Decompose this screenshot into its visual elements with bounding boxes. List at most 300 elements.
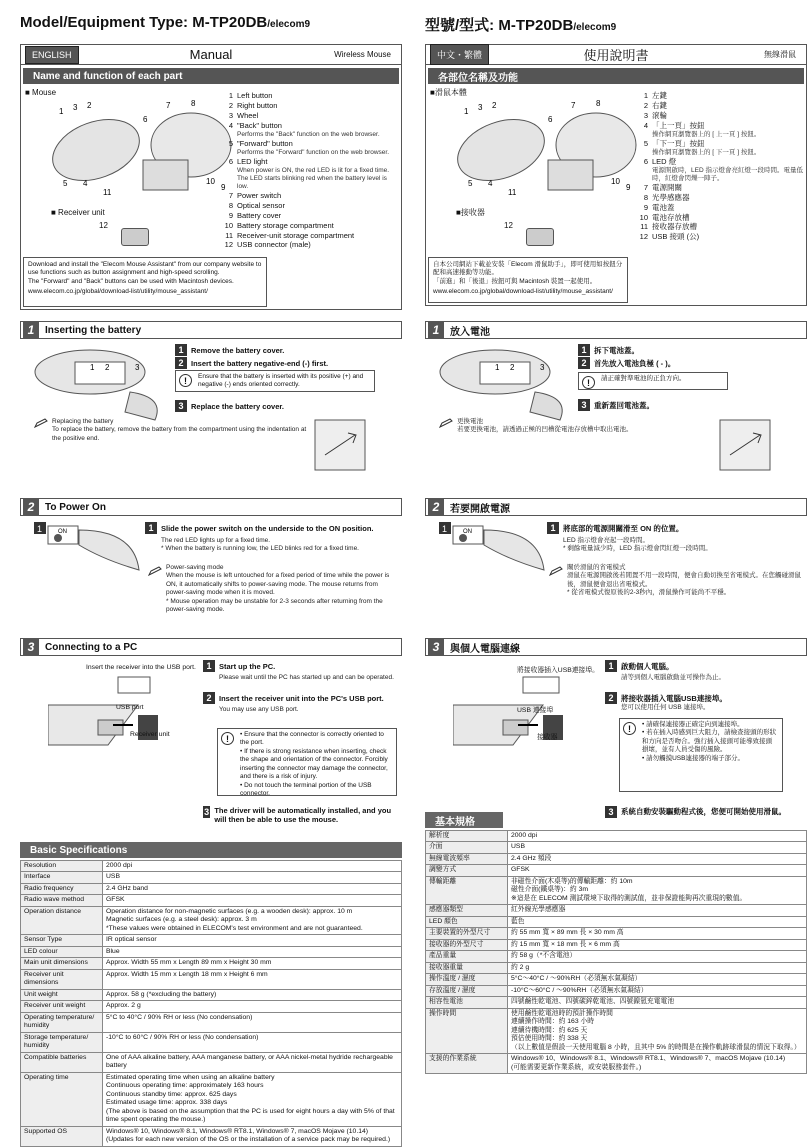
svg-text:4: 4 xyxy=(83,179,88,188)
spec-key: Storage temperature/ humidity xyxy=(21,1032,103,1052)
step-text: 拆下電池蓋。 xyxy=(594,345,639,355)
svg-text:2: 2 xyxy=(87,101,92,110)
part-number: 11 xyxy=(225,230,233,240)
pencil-icon xyxy=(34,418,48,428)
power-switch-illustration xyxy=(34,520,144,580)
spec-title: Basic Specifications xyxy=(20,842,402,858)
spec-row xyxy=(426,997,807,1008)
spec-row xyxy=(21,1012,402,1032)
power-saving-note xyxy=(166,564,398,615)
note-text: 若要更換電池，請透過正極的凹槽從電池存放槽中取出電池。 xyxy=(457,426,633,434)
caution-text: Ensure that the connector is correctly oriented to the port. xyxy=(240,731,384,747)
part-label: 光學感應器 xyxy=(652,192,690,202)
note-title: Replacing the battery xyxy=(52,418,114,425)
part-number: 11 xyxy=(640,222,648,232)
spec-key: Radio wave method xyxy=(21,895,103,906)
part-number: 9 xyxy=(228,210,233,220)
svg-text:8: 8 xyxy=(191,100,196,108)
spec-key: Resolution xyxy=(21,861,103,872)
section-name-function: Name and function of each part xyxy=(23,68,399,84)
pencil-icon xyxy=(549,566,563,576)
spec-key: 無線電波頻率 xyxy=(426,853,508,864)
pencil-icon xyxy=(439,418,453,428)
language-badge: ENGLISH xyxy=(25,46,79,64)
step-1-b xyxy=(175,357,328,369)
spec-value: One of AAA alkaline battery, AAA manganese battery, or AAA nickel-metal hydride rechargeable battery xyxy=(103,1052,402,1072)
model-title: Model/Equipment Type: M-TP20DB/elecom9 xyxy=(20,14,311,31)
caution-item: • 請確保連接器正確定向到連接埠。 xyxy=(642,721,744,728)
step-3-a xyxy=(203,660,275,672)
battery-orientation-caution xyxy=(578,372,728,390)
svg-text:1: 1 xyxy=(90,363,95,372)
spec-row xyxy=(21,969,402,989)
part-label: 「下一頁」按鈕 xyxy=(652,138,705,148)
spec-value: Approx. 2 g xyxy=(103,1001,402,1012)
step-1-b xyxy=(578,357,675,369)
part-item xyxy=(636,91,804,101)
step-text: Insert the battery negative-end (-) first. xyxy=(191,358,329,368)
parts-panel xyxy=(425,44,807,306)
spec-key: Compatible batteries xyxy=(21,1052,103,1072)
spec-key: Operating temperature/ humidity xyxy=(21,1012,103,1032)
caution-item: • Ensure that the connector is correctly oriented to the port. xyxy=(240,731,384,747)
step-3-c xyxy=(605,806,801,818)
step-2-header xyxy=(20,498,402,516)
insert-receiver-label: Insert the receiver into the USB port. xyxy=(86,664,196,671)
replacing-battery-note xyxy=(457,418,713,435)
spec-value: 約 58 g（*不含電池） xyxy=(508,951,807,962)
note-text: * Mouse operation may be unstable for 2-3 seconds after returning from the power-saving mode. xyxy=(166,597,383,614)
product-name: Wireless Mouse xyxy=(334,50,391,59)
part-description: 操作網頁瀏覽器上的 [ 上一頁 ] 按鈕。 xyxy=(652,130,761,138)
part-item xyxy=(221,139,397,157)
spec-value: 非磁性介面(木桌等)的傳輸距離：約 10m 磁性介面(鐵桌等)：約 3m ※這是在 ELECOM 測試環境下取得的測試值，並非保證能夠再次重現的數值。 xyxy=(508,876,807,904)
svg-text:9: 9 xyxy=(626,183,631,192)
spec-key: Main unit dimensions xyxy=(21,958,103,969)
step-number: 1 xyxy=(23,322,39,338)
step-text: Remove the battery cover. xyxy=(191,345,285,355)
part-label: Battery cover xyxy=(237,210,282,220)
spec-value: 5°C to 40°C / 90% RH or less (No condensation) xyxy=(103,1012,402,1032)
spec-row xyxy=(426,928,807,939)
part-number: 3 xyxy=(643,110,648,120)
download-note xyxy=(23,257,267,307)
svg-text:1: 1 xyxy=(495,363,500,372)
part-label: Left button xyxy=(237,91,273,100)
note-text: The red LED lights up for a fixed time. xyxy=(161,537,271,544)
part-number: 4 xyxy=(643,120,648,130)
part-item xyxy=(221,191,397,201)
part-description: When power is ON, the red LED is lit for a fixed time. The LED starts blinking red when the battery level is low. xyxy=(237,166,390,190)
manual-title: 使用說明書 xyxy=(583,48,649,63)
step-3-header xyxy=(20,638,402,656)
part-label: Right button xyxy=(237,100,278,110)
part-item xyxy=(636,222,804,232)
note-text: LED 指示燈會亮起一段時間。 xyxy=(563,537,649,544)
step-text: Slide the power switch on the underside to the ON position. xyxy=(161,523,374,533)
parts-list xyxy=(221,91,397,250)
mouse-parts-illustration xyxy=(446,100,646,200)
svg-text:7: 7 xyxy=(571,101,576,110)
spec-key: 主要裝置的外型尺寸 xyxy=(426,928,508,939)
battery-removal-illustration xyxy=(715,415,775,475)
caution-item: • 若在插入時感到巨大阻力，請檢查接頭的形狀和方向是否吻合。強行插入接頭可能導致接頭損壞，並有人員受傷的風險。 xyxy=(642,729,777,754)
spec-key: 調變方式 xyxy=(426,865,508,876)
mouse-label: ■ Mouse xyxy=(25,88,57,97)
receiver-callout: 12 xyxy=(99,221,108,230)
note-text: To replace the battery, remove the battery from the compartment using the indentation at the positive end. xyxy=(52,426,307,442)
part-item xyxy=(221,211,397,221)
part-number: 8 xyxy=(643,192,648,202)
receiver-unit-label: 接收器 xyxy=(537,734,558,741)
spec-value: 四號鹼性乾電池、四號碳鋅乾電池、四號鎳氫充電電池 xyxy=(508,997,807,1008)
spec-key: 操作溫度 / 濕度 xyxy=(426,974,508,985)
caution-icon: ! xyxy=(179,374,192,387)
caution-item: • If there is strong resistance when inserting, check the shape and orientation of the connector. Forcibly inserting the connector may damage the connector, and there is a risk of injury. xyxy=(240,747,388,781)
svg-text:2: 2 xyxy=(510,363,515,372)
spec-row xyxy=(21,883,402,894)
spec-value: Blue xyxy=(103,946,402,957)
part-number: 1 xyxy=(643,91,648,100)
part-item xyxy=(636,232,804,242)
step-icon: 1 xyxy=(605,660,617,672)
spec-value: 5°C～40°C / ～90%RH（必須無水氣凝結） xyxy=(508,974,807,985)
note-text: * When the battery is running low, the LED blinks red for a fixed time. xyxy=(161,545,359,553)
spec-value: Approx. 58 g (*excluding the battery) xyxy=(103,989,402,1000)
part-description: Performs the "Forward" function on the web browser. xyxy=(237,148,390,156)
step-text: 將底部的電源開關滑至 ON 的位置。 xyxy=(563,523,684,533)
step-text: 首先放入電池負極 ( - )。 xyxy=(594,358,676,368)
note-text: * 從省電模式復原後的2-3秒內，滑鼠操作可能尚不平穩。 xyxy=(567,589,731,597)
part-item xyxy=(636,157,804,183)
part-number: 10 xyxy=(224,220,233,230)
spec-key: 介面 xyxy=(426,842,508,853)
spec-row xyxy=(21,906,402,934)
spec-row xyxy=(21,1126,402,1146)
spec-key: 操作時間 xyxy=(426,1008,508,1053)
part-number: 1 xyxy=(228,91,233,100)
svg-text:1: 1 xyxy=(59,107,64,116)
spec-row xyxy=(21,872,402,883)
step-text: Replace the battery cover. xyxy=(191,401,284,411)
note-text: 滑鼠在電源開啟後若閒置不用一段時間，便會自動切換至省電模式。在您觸碰滑鼠後，滑鼠便會退出省電模式。 xyxy=(567,572,801,588)
svg-text:10: 10 xyxy=(611,177,620,186)
spec-row xyxy=(21,1072,402,1126)
part-item xyxy=(221,240,397,250)
part-label: 接收器存放槽 xyxy=(652,222,697,232)
part-label: 滾輪 xyxy=(652,110,667,120)
spec-key: 存放溫度 / 濕度 xyxy=(426,985,508,996)
part-label: "Forward" button xyxy=(237,138,293,148)
step-text: 啟動個人電腦。 xyxy=(621,661,674,671)
power-saving-note xyxy=(567,564,803,598)
part-number: 4 xyxy=(228,120,233,130)
caution-text: If there is strong resistance when inserting, check the shape and orientation of the connector. Forcibly inserting the connector may damage the connector, and there is a risk of injury. xyxy=(240,747,388,781)
mouse-parts-illustration xyxy=(41,100,241,200)
part-item xyxy=(636,101,804,111)
part-item xyxy=(636,203,804,213)
spec-row xyxy=(426,951,807,962)
part-item xyxy=(636,139,804,157)
mouse-label: ■滑鼠本體 xyxy=(430,88,467,97)
caution-text: 若在插入時感到巨大阻力，請檢查接頭的形狀和方向是否吻合。強行插入接頭可能導致接頭損壞，並有人員受傷的風險。 xyxy=(642,729,777,754)
svg-text:3: 3 xyxy=(73,103,78,112)
svg-text:5: 5 xyxy=(63,179,68,188)
step-number: 2 xyxy=(23,499,39,515)
part-label: LED light xyxy=(237,156,268,166)
part-number: 7 xyxy=(228,190,233,200)
part-item xyxy=(221,231,397,241)
download-url: www.elecom.co.jp/global/download-list/utility/mouse_assistant/ xyxy=(433,288,613,296)
part-label: 「上一頁」按鈕 xyxy=(652,120,705,130)
step-icon: 2 xyxy=(203,692,215,704)
part-label: USB connector (male) xyxy=(237,240,311,250)
part-label: LED 燈 xyxy=(652,156,677,166)
svg-text:10: 10 xyxy=(206,177,215,186)
svg-text:3: 3 xyxy=(540,363,545,372)
step-icon: 3 xyxy=(605,806,617,818)
step-3-b xyxy=(605,692,727,704)
caution-text: 請勿觸摸USB連接器的端子部分。 xyxy=(646,754,744,762)
parts-panel xyxy=(20,44,402,310)
part-item xyxy=(221,101,397,111)
spec-value: 2.4 GHz band xyxy=(103,883,402,894)
part-item xyxy=(636,193,804,203)
spec-value: GFSK xyxy=(103,895,402,906)
step-1-a xyxy=(578,344,639,356)
power-switch-illustration xyxy=(439,520,549,580)
spec-key: Operating time xyxy=(21,1072,103,1126)
spec-value: USB xyxy=(103,872,402,883)
spec-value: 2.4 GHz 頻段 xyxy=(508,853,807,864)
step-1-c xyxy=(578,399,654,411)
part-item xyxy=(221,221,397,231)
spec-row xyxy=(21,861,402,872)
svg-text:11: 11 xyxy=(508,188,517,197)
step-text: The driver will be automatically installed, and you will then be able to use the mouse. xyxy=(214,806,392,824)
step-icon: 1 xyxy=(145,522,157,534)
caution-icon: ! xyxy=(623,722,636,735)
spec-row xyxy=(426,916,807,927)
caution-text: 請確保連接器正確定向到連接埠。 xyxy=(646,721,744,728)
language-badge: 中文・繁體 xyxy=(430,44,489,65)
manual-title: Manual xyxy=(189,47,233,62)
note-title: Power-saving mode xyxy=(166,564,224,571)
step-title: 與個人電腦連線 xyxy=(450,643,520,655)
caution-item: • 請勿觸摸USB連接器的端子部分。 xyxy=(642,754,744,762)
battery-illustration xyxy=(30,342,170,422)
spec-row xyxy=(426,985,807,996)
model-title: 型號/型式: M-TP20DB/elecom9 xyxy=(425,17,617,34)
step-number: 2 xyxy=(428,499,444,515)
spec-value: 約 15 mm 寬 × 18 mm 長 × 6 mm 高 xyxy=(508,939,807,950)
step-number: 1 xyxy=(428,322,444,338)
usb-port-note: 您可以使用任何 USB 連接埠。 xyxy=(621,704,710,711)
part-number: 2 xyxy=(228,100,233,110)
spec-value: Approx. Width 15 mm x Length 18 mm x Height 6 mm xyxy=(103,969,402,989)
step-3-b xyxy=(203,692,384,704)
part-number: 2 xyxy=(643,100,648,110)
spec-value: Operation distance for non-magnetic surfaces (e.g. a wooden desk): approx. 10 m Magnetic surfaces (e.g. a steel desk): approx. 3 m *These values were obtained in ELECOM's test environment and are not guaranteed. xyxy=(103,906,402,934)
part-item xyxy=(221,201,397,211)
pencil-icon xyxy=(148,566,162,576)
note-text: When the mouse is left untouched for a fixed period of time while the power is ON, it automatically shifts to power-saving mode. The mouse returns from power-saving mode when it is moved. xyxy=(166,572,390,597)
spec-value: Estimated operating time when using an alkaline battery Continuous operating time: approximately 163 hours Continuous standby time: approx. 625 days Estimated usage time: approx. 338 days (The above is based on the assumption that the PC is used for eight hours a day with 5% of that time spent operating the mouse.) xyxy=(103,1072,402,1126)
part-item xyxy=(636,121,804,139)
part-item xyxy=(221,157,397,191)
svg-text:9: 9 xyxy=(221,183,226,192)
step-2-a xyxy=(145,522,374,534)
part-description: 電源開啟時，LED 指示燈會亮紅燈一段時間。電量低時，紅燈會閃爍一陣子。 xyxy=(652,166,803,182)
spec-key: Interface xyxy=(21,872,103,883)
spec-key: Unit weight xyxy=(21,989,103,1000)
part-label: 左鍵 xyxy=(652,91,667,100)
spec-row xyxy=(21,1001,402,1012)
spec-key: 感應器類型 xyxy=(426,905,508,916)
spec-value: -10°C～60°C / ～90%RH（必須無水氣凝結） xyxy=(508,985,807,996)
receiver-callout: 12 xyxy=(504,221,513,230)
step-text: 重新蓋回電池蓋。 xyxy=(594,400,654,410)
spec-row xyxy=(21,1032,402,1052)
receiver-label: ■ Receiver unit xyxy=(51,208,105,217)
part-number: 12 xyxy=(224,240,233,250)
part-label: Power switch xyxy=(237,190,282,200)
battery-orientation-caution xyxy=(175,370,375,392)
part-label: "Back" button xyxy=(237,120,282,130)
caution-text: Do not touch the terminal portion of the USB connector. xyxy=(240,781,372,798)
step-3-c xyxy=(203,806,399,824)
part-label: USB 接頭 (公) xyxy=(652,232,700,242)
spec-key: Receiver unit dimensions xyxy=(21,969,103,989)
replacing-battery-note xyxy=(52,418,308,443)
spec-value: 2000 dpi xyxy=(508,831,807,842)
download-note xyxy=(428,257,628,303)
part-number: 5 xyxy=(228,138,233,148)
section-name-function: 各部位名稱及功能 xyxy=(428,68,804,84)
part-number: 7 xyxy=(643,182,648,192)
caution-icon: ! xyxy=(582,376,595,389)
svg-text:3: 3 xyxy=(135,363,140,372)
step-3-a xyxy=(605,660,674,672)
spec-key: LED colour xyxy=(21,946,103,957)
spec-row xyxy=(426,842,807,853)
spec-row xyxy=(426,1054,807,1074)
note-title: 更換電池 xyxy=(457,418,483,425)
step-text: 系統自動安裝驅動程式後，您便可開始使用滑鼠。 xyxy=(621,807,786,816)
part-item xyxy=(636,183,804,193)
caution-text: 請正確對準電池的正負方向。 xyxy=(601,375,686,382)
step-title: 若要開啟電源 xyxy=(450,503,510,515)
receiver-label: ■接收器 xyxy=(456,208,485,217)
step-1-a xyxy=(175,344,284,356)
step-icon: 3 xyxy=(578,399,590,411)
step-1-header xyxy=(425,321,807,339)
spec-key: Operation distance xyxy=(21,906,103,934)
note-text: * 剩餘電量減少時，LED 指示燈會閃紅燈一段時間。 xyxy=(563,545,712,553)
spec-row xyxy=(426,974,807,985)
spec-value: IR optical sensor xyxy=(103,935,402,946)
spec-key: 支援的作業系統 xyxy=(426,1054,508,1074)
spec-key: LED 顏色 xyxy=(426,916,508,927)
step-icon: 2 xyxy=(605,692,617,704)
svg-text:1: 1 xyxy=(37,524,43,534)
spec-value: 紅外線光學感應器 xyxy=(508,905,807,916)
receiver-unit-label: Receiver unit xyxy=(130,731,170,738)
usb-caution xyxy=(619,718,783,792)
svg-text:1: 1 xyxy=(464,107,469,116)
part-number: 6 xyxy=(643,156,648,166)
spec-key: 解析度 xyxy=(426,831,508,842)
download-text: Download and install the "Elecom Mouse Assistant" from our company website to use functions such as button assignment and high-speed scrolling. The "Forward" and "Back" buttons can be used with Macintosh devices. xyxy=(28,261,262,285)
part-label: Wheel xyxy=(237,110,259,120)
usb-connection-illustration xyxy=(48,675,198,755)
download-url: www.elecom.co.jp/global/download-list/utility/mouse_assistant/ xyxy=(28,288,208,296)
download-text: 自本公司網站下載並安裝「Elecom 滑鼠助手」，即可使用如按鈕分配和高速捲動等功能。 「前進」和「後退」按鈕可與 Macintosh 裝置一起使用。 xyxy=(433,261,623,285)
battery-removal-illustration xyxy=(310,415,370,475)
caution-item: • Do not touch the terminal portion of the USB connector. xyxy=(240,781,372,798)
part-item xyxy=(221,91,397,101)
usb-caution xyxy=(217,728,397,796)
step-number: 3 xyxy=(428,639,444,655)
svg-text:4: 4 xyxy=(488,179,493,188)
caution-icon: ! xyxy=(221,732,234,745)
startup-note: 請等到個人電腦啟動並可操作為止。 xyxy=(621,674,725,681)
part-label: 電源開關 xyxy=(652,182,682,192)
spec-key: Radio frequency xyxy=(21,883,103,894)
spec-row xyxy=(426,905,807,916)
step-icon: 1 xyxy=(547,522,559,534)
part-number: 9 xyxy=(643,202,648,212)
spec-value: 約 2 g xyxy=(508,962,807,973)
svg-text:ON: ON xyxy=(58,529,67,535)
part-number: 5 xyxy=(643,138,648,148)
part-item xyxy=(221,121,397,139)
spec-row xyxy=(426,962,807,973)
part-item xyxy=(636,111,804,121)
spec-value: 2000 dpi xyxy=(103,861,402,872)
svg-text:7: 7 xyxy=(166,101,171,110)
spec-key: Sensor Type xyxy=(21,935,103,946)
part-label: 電池蓋 xyxy=(652,202,675,212)
part-number: 6 xyxy=(228,156,233,166)
spec-value: 藍色 xyxy=(508,916,807,927)
product-name: 無線滑鼠 xyxy=(764,50,796,59)
step-3-header xyxy=(425,638,807,656)
spec-key: Receiver unit weight xyxy=(21,1001,103,1012)
part-label: Optical sensor xyxy=(237,200,285,210)
part-item xyxy=(636,213,804,223)
parts-list xyxy=(636,91,804,242)
spec-value: Windows® 10、Windows® 8.1、Windows® RT8.1、Windows® 7、macOS Mojave (10.14) (可能需要更新作業系統，或安裝服務套件。) xyxy=(508,1054,807,1074)
svg-text:3: 3 xyxy=(478,103,483,112)
spec-value: 使用鹼性乾電池時的預計操作時間 連續操作時間：約 163 小時 連續待機時間：約 625 天 預估使用時間：約 338 天 （以上數值是假設一天使用電腦 8 小時，且其中 5% 的時間是在操作軌跡球滑鼠的情況下取得。） xyxy=(508,1008,807,1053)
usb-port-label: USB 連接埠 xyxy=(517,707,554,714)
startup-note: Please wait until the PC has started up and can be operated. xyxy=(219,674,394,681)
spec-row xyxy=(426,865,807,876)
svg-text:6: 6 xyxy=(548,115,553,124)
spec-row xyxy=(426,853,807,864)
step-title: 放入電池 xyxy=(450,326,490,338)
spec-row xyxy=(21,1052,402,1072)
spec-key: 產品重量 xyxy=(426,951,508,962)
step-icon: 2 xyxy=(578,357,590,369)
part-label: Battery storage compartment xyxy=(237,220,334,230)
step-title: Inserting the battery xyxy=(45,324,142,336)
step-icon: 3 xyxy=(175,400,187,412)
svg-text:8: 8 xyxy=(596,100,601,108)
step-2-header xyxy=(425,498,807,516)
battery-illustration xyxy=(435,342,575,422)
